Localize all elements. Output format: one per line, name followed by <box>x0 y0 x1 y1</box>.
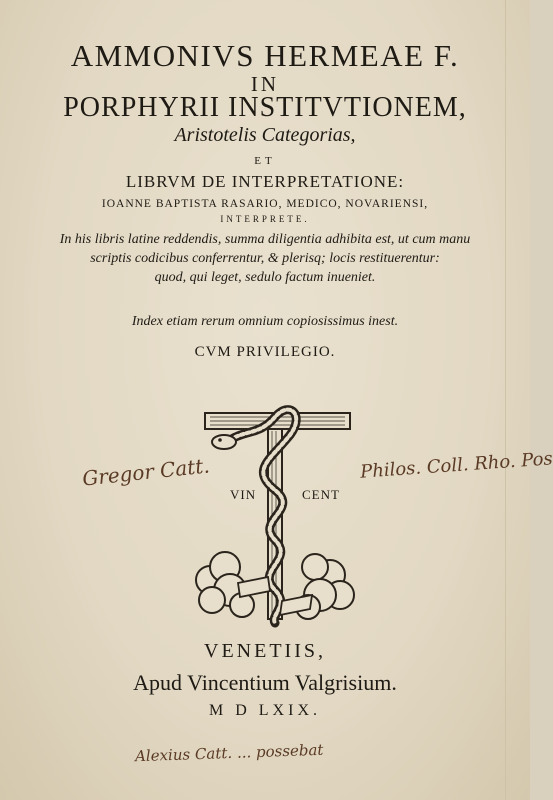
preposition-line: IN <box>250 72 280 96</box>
description-line-1: In his libris latine reddendis, summa diligentia adhibita est, ut cum manu <box>59 232 471 247</box>
handwritten-inscription-left: Gregor Catt. <box>81 453 211 491</box>
privilege-line: CVM PRIVILEGIO. <box>194 344 336 360</box>
interprete-line: INTERPRETE. <box>220 214 310 224</box>
imprint-year: M D LXIX. <box>209 702 321 719</box>
translator-line: IOANNE BAPTISTA RASARIO, MEDICO, NOVARIENSI, <box>101 198 429 210</box>
description-line-2: scriptis codicibus conferrentur, & plerisq; locis restituerentur: <box>90 251 440 266</box>
handwritten-inscription-right: Philos. Coll. Rho. Pos <box>359 448 553 483</box>
motto-left: VIN <box>230 487 257 502</box>
conjunction-line: ET <box>254 155 276 167</box>
handwritten-inscription-bottom: Alexius Catt. ... possebat <box>134 740 324 766</box>
second-work-title: LIBRVM DE INTERPRETATIONE: <box>125 172 405 191</box>
work-title-line: PORPHYRII INSTITVTIONEM, <box>63 92 467 123</box>
imprint-place: VENETIIS, <box>204 640 326 662</box>
motto-right: CENT <box>302 487 340 502</box>
serpent-head <box>212 435 236 449</box>
index-note: Index etiam rerum omnium copiosissimus inest. <box>131 314 399 329</box>
author-line: AMMONIVS HERMEAE F. <box>70 38 460 73</box>
description-line-3: quod, qui leget, sedulo factum inueniet. <box>154 270 376 285</box>
subtitle-line: Aristotelis Categorias, <box>174 124 356 146</box>
imprint-printer: Apud Vincentium Valgrisium. <box>133 670 397 695</box>
printers-device-serpent-on-tau-cross <box>190 395 360 635</box>
